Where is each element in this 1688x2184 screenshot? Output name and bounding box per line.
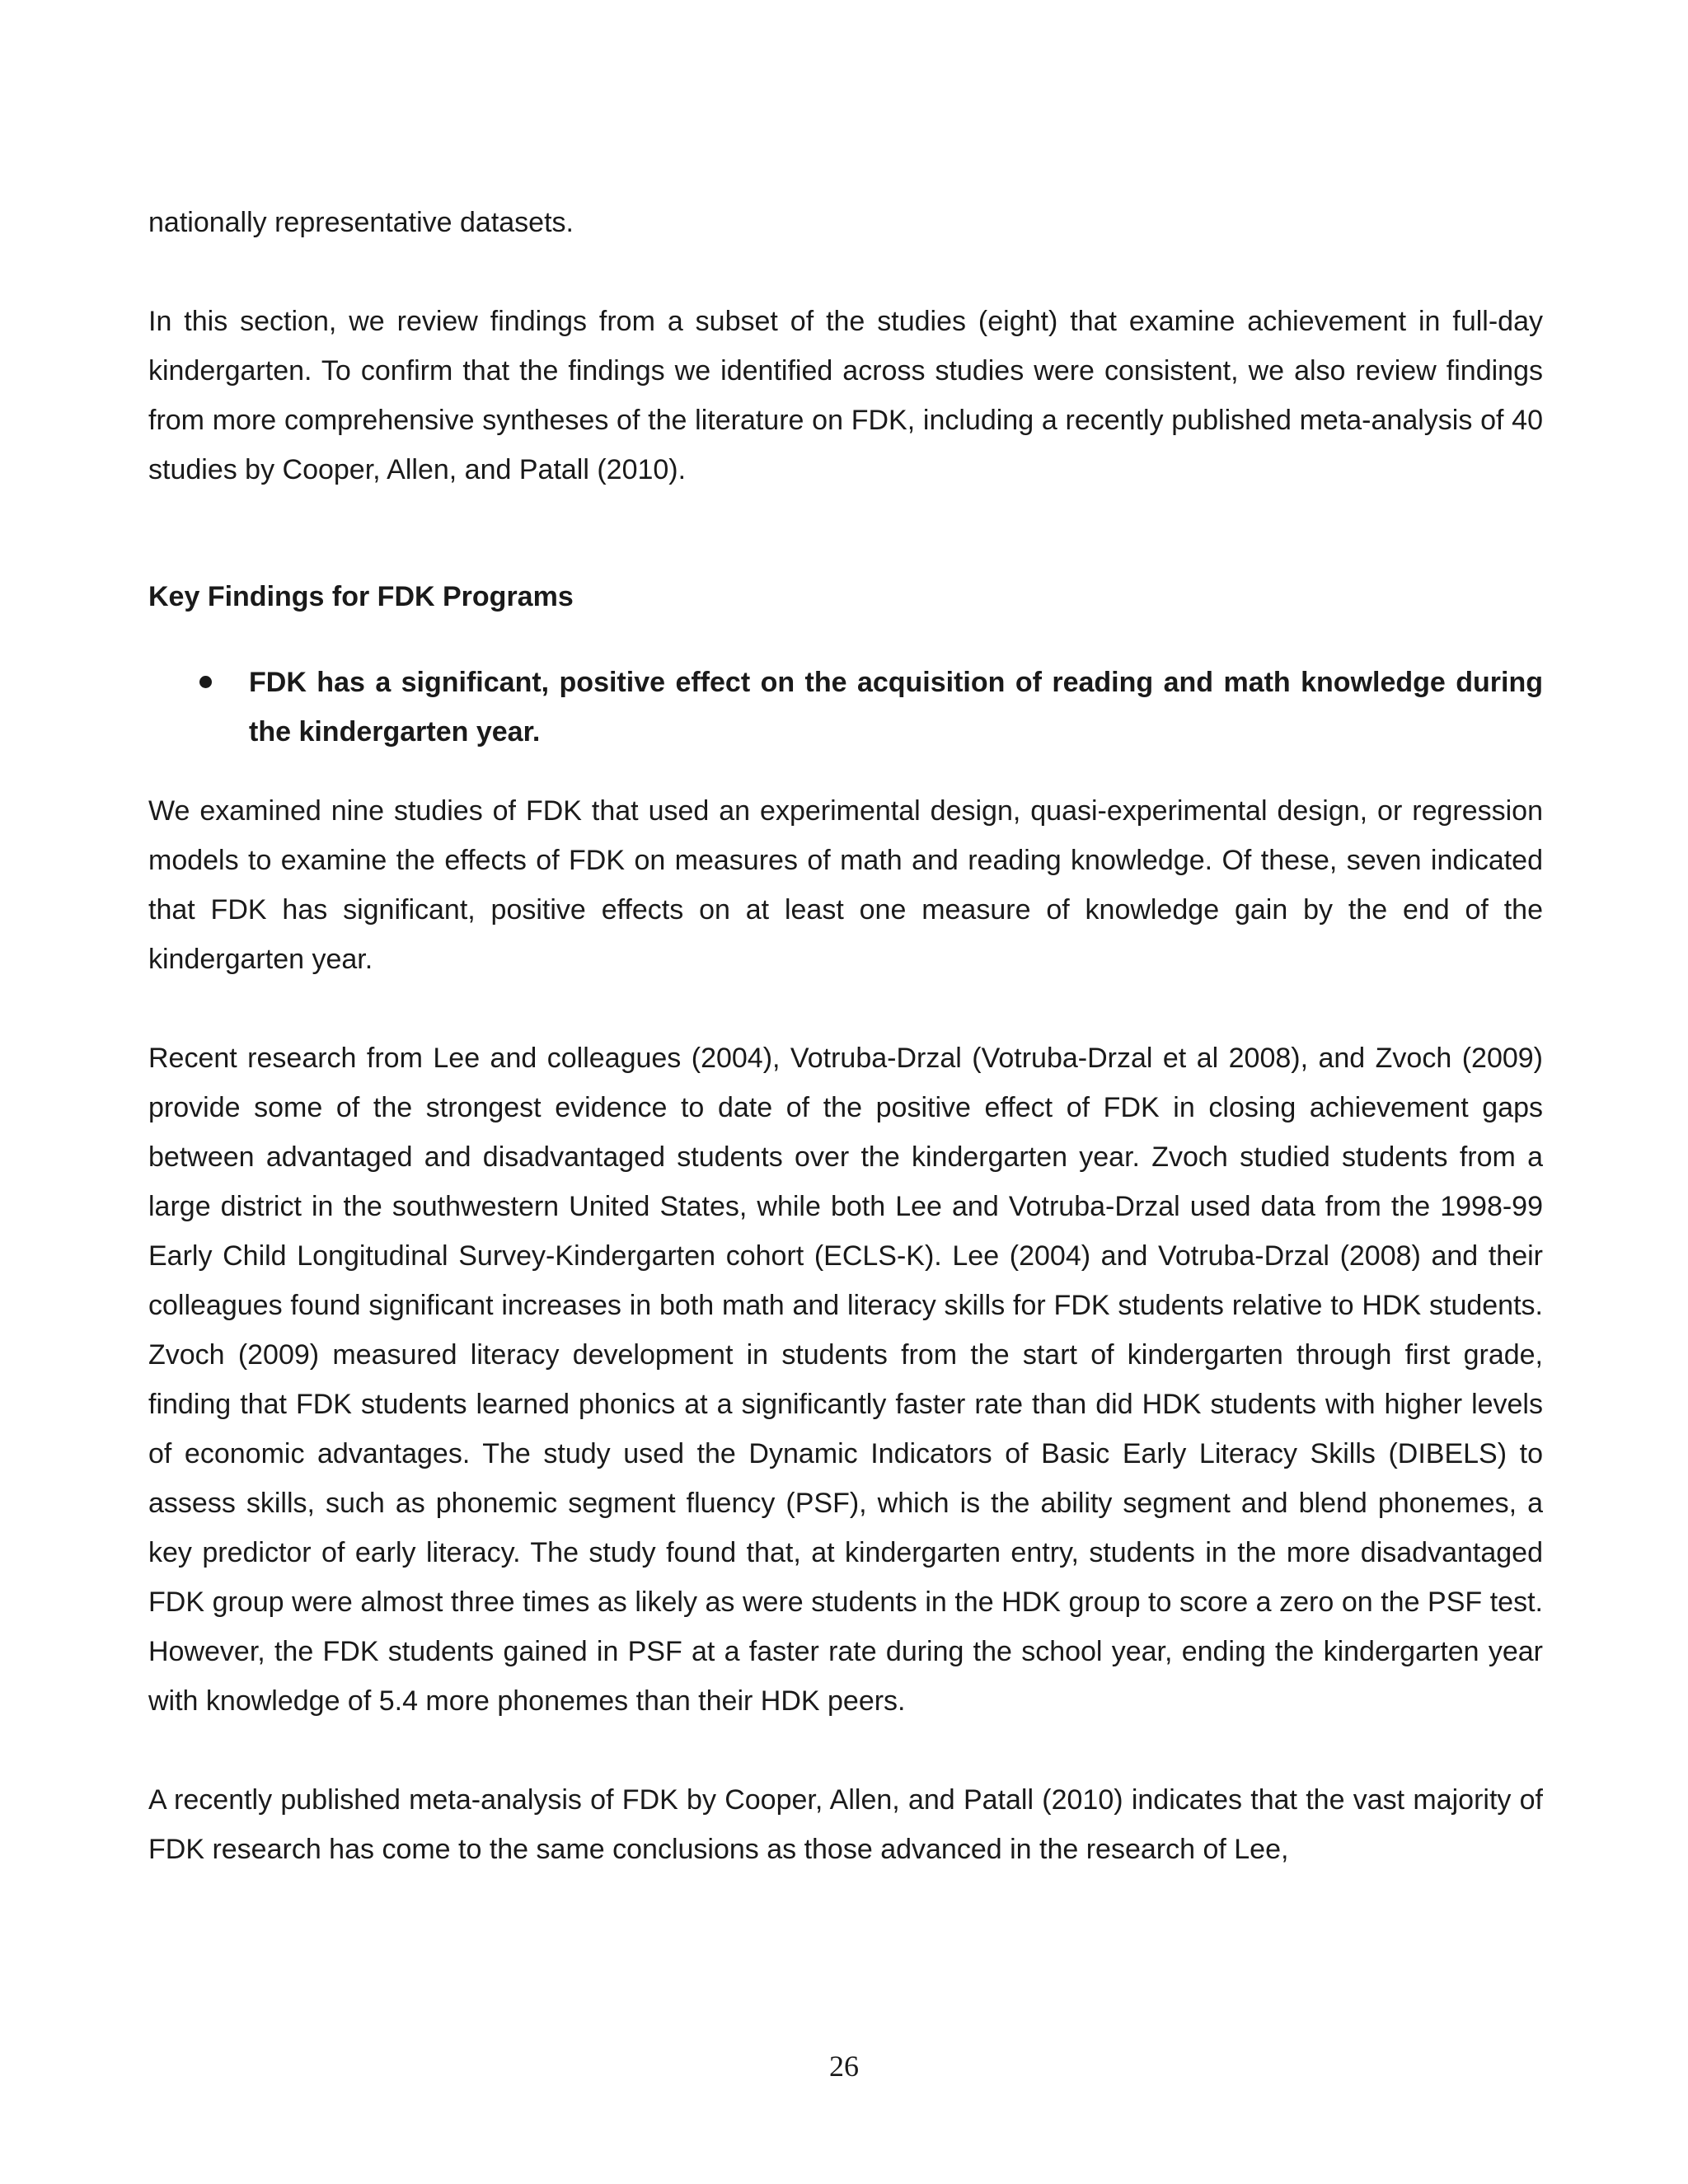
paragraph-meta-analysis: A recently published meta-analysis of FDK by Cooper, Allen, and Patall (2010) indicates that the vast majority of FDK research has come to the same conclusions as those advanced in the research of Lee, bbox=[148, 1784, 1543, 1865]
page-number: 26 bbox=[829, 2050, 859, 2083]
key-finding-item bbox=[148, 658, 1543, 757]
bullet-icon bbox=[199, 676, 212, 688]
section-heading: Key Findings for FDK Programs bbox=[148, 581, 574, 612]
paragraph-recent-research: Recent research from Lee and colleagues (2004), Votruba-Drzal (Votruba-Drzal et al 2008), and Zvoch (2009) provide some of the strongest evidence to date of the positive effect of FDK in closing achievement gaps between advantaged and disadvantaged students over the kindergarten year. Zvoch studied students from a large district in the southwestern United States, while both Lee and Votruba-Drzal used data from the 1998-99 Early Child Longitudinal Survey-Kindergarten cohort (ECLS-K). Lee (2004) and Votruba-Drzal (2008) and their colleagues found significant increases in both math and literacy skills for FDK students relative to HDK students. Zvoch (2009) measured literacy development in students from the start of kindergarten through first grade, finding that FDK students learned phonics at a significantly faster rate than did HDK students with higher levels of economic advantages. The study used the Dynamic Indicators of Basic Early Literacy Skills (DIBELS) to assess skills, such as phonemic segment fluency (PSF), which is the ability segment and blend phonemes, a key predictor of early literacy. The study found that, at kindergarten entry, students in the more disadvantaged FDK group were almost three times as likely as were students in the HDK group to score a zero on the PSF test. However, the FDK students gained in PSF at a faster rate during the school year, ending the kindergarten year with knowledge of 5.4 more phonemes than their HDK peers. bbox=[148, 1043, 1543, 1717]
key-findings-list bbox=[148, 658, 1543, 757]
paragraph-section-overview: In this section, we review findings from a subset of the studies (eight) that examine achievement in full-day kindergarten. To confirm that the findings we identified across studies were consistent, we also review findings from more comprehensive syntheses of the literature on FDK, including a recently published meta-analysis of 40 studies by Cooper, Allen, and Patall (2010). bbox=[148, 306, 1543, 485]
paragraph-nine-studies: We examined nine studies of FDK that used an experimental design, quasi-experimental design, or regression models to examine the effects of FDK on measures of math and reading knowledge. Of these, seven indicated that FDK has significant, positive effects on at least one measure of knowledge gain by the end of the kindergarten year. bbox=[148, 795, 1543, 975]
key-finding-text: FDK has a significant, positive effect on the acquisition of reading and math knowledge during the kindergarten year. bbox=[249, 667, 1543, 748]
paragraph-intro-tail: nationally representative datasets. bbox=[148, 207, 574, 238]
document-page bbox=[148, 198, 1543, 1874]
